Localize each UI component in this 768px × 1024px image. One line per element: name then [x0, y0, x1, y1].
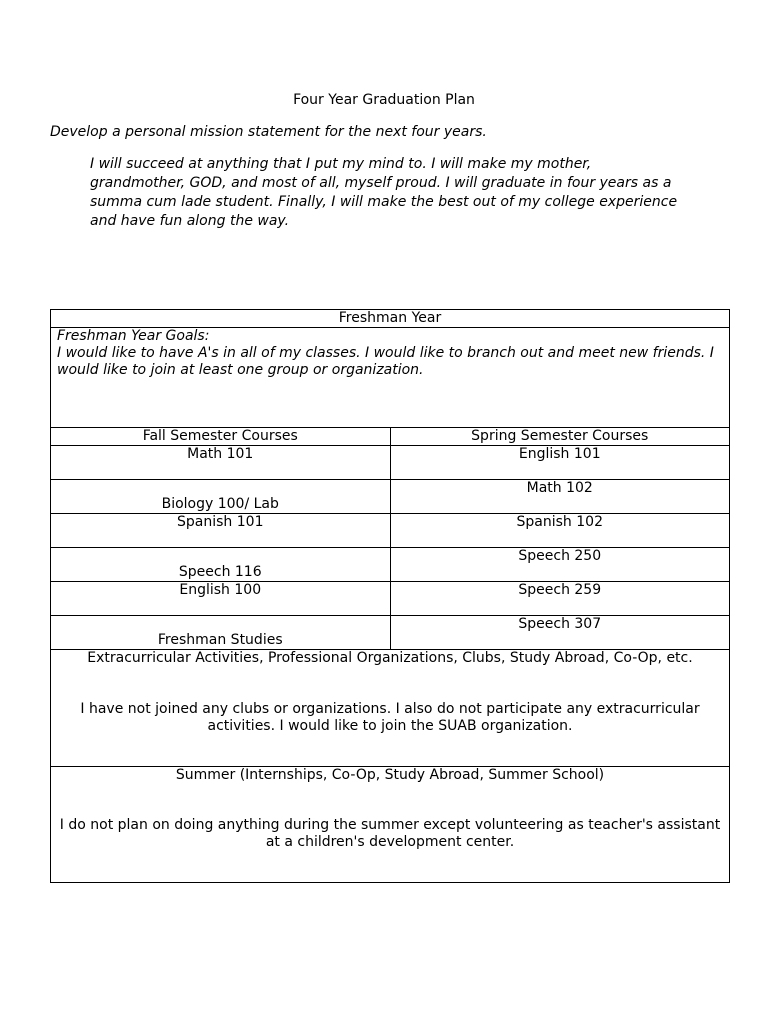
mission-prompt: Develop a personal mission statement for the next four years.: [50, 124, 487, 140]
spring-course: English 101: [390, 446, 730, 480]
summer-text: I do not plan on doing anything during the summer except volunteering as teacher's assistant at a children's development center.: [59, 817, 721, 850]
fall-course: Freshman Studies: [51, 616, 391, 650]
extracurricular-cell: [51, 650, 730, 767]
goals-text: I would like to have A's in all of my classes. I would like to branch out and meet new friends. I would like to join at least one group or organization.: [57, 345, 714, 378]
spacer: [57, 667, 723, 701]
spring-semester-header: Spring Semester Courses: [390, 428, 730, 446]
spacer: [57, 784, 723, 817]
document-title: Four Year Graduation Plan: [293, 92, 475, 108]
extracurricular-header: Extracurricular Activities, Professional Organizations, Clubs, Study Abroad, Co-Op, etc.: [87, 650, 693, 666]
freshman-year-table: [50, 309, 730, 883]
fall-semester-header: Fall Semester Courses: [51, 428, 391, 446]
spring-course: Speech 250: [390, 548, 730, 582]
mission-statement: I will succeed at anything that I put my mind to. I will make my mother, grandmother, GOD, and most of all, myself proud. I will graduate in four years as a summa cum lade student. Finally, I will make the best out of my college experience and have fun along the way.: [90, 156, 678, 229]
goals-label: Freshman Year Goals:: [57, 328, 210, 344]
freshman-year-header: Freshman Year: [51, 310, 730, 328]
fall-course: Speech 116: [51, 548, 391, 582]
spring-course: Math 102: [390, 480, 730, 514]
fall-course: Biology 100/ Lab: [51, 480, 391, 514]
summer-cell: [51, 767, 730, 883]
fall-course: Spanish 101: [51, 514, 391, 548]
fall-course: English 100: [51, 582, 391, 616]
fall-course: Math 101: [51, 446, 391, 480]
spring-course: Spanish 102: [390, 514, 730, 548]
spring-course: Speech 259: [390, 582, 730, 616]
summer-header: Summer (Internships, Co-Op, Study Abroad, Summer School): [175, 767, 605, 783]
extracurricular-text: I have not joined any clubs or organizations. I also do not participate any extracurricular activities. I would like to join the SUAB organization.: [80, 701, 700, 734]
freshman-goals-cell: [51, 328, 730, 428]
spring-course: Speech 307: [390, 616, 730, 650]
